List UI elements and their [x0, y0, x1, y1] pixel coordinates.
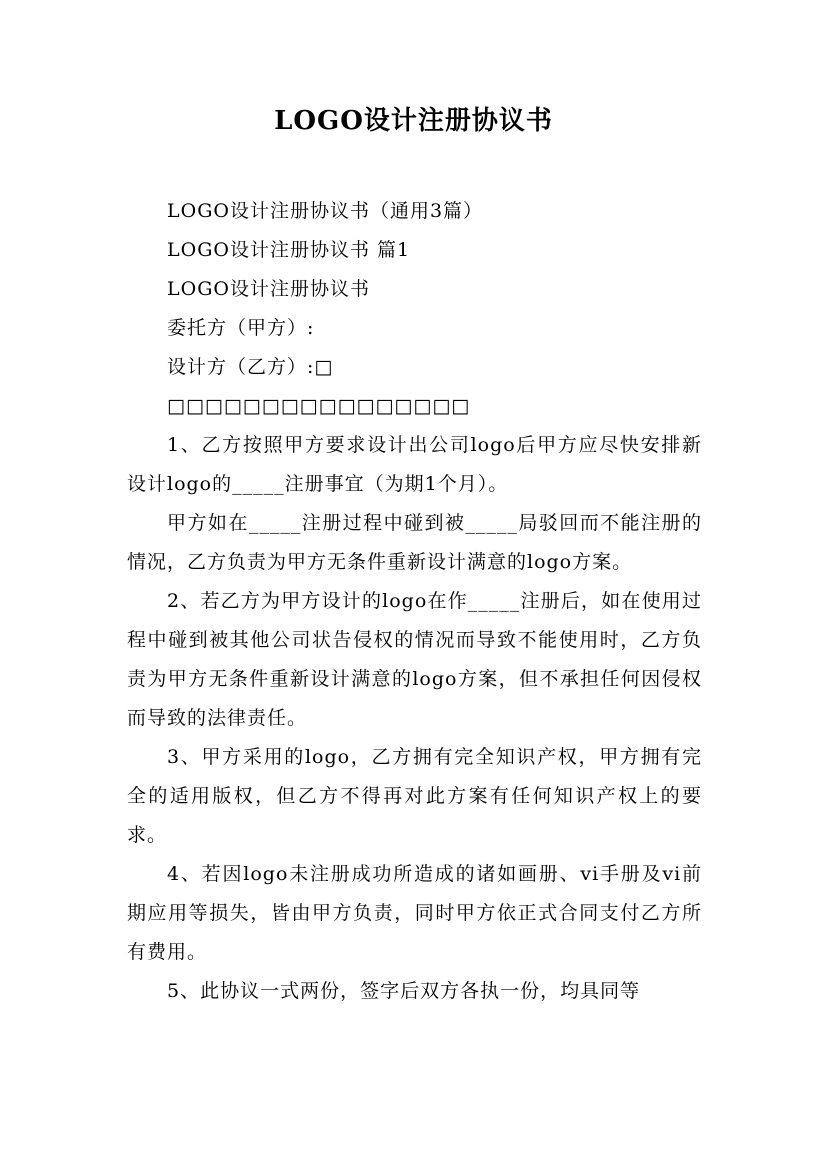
party-b-line: 设计方（乙方）:□	[167, 356, 334, 378]
document-body	[127, 192, 702, 1011]
clause-4: 4、若因logo未注册成功所造成的诸如画册、vi手册及vi前期应用等损失，皆由甲方负责，同时甲方依正式合同支付乙方所有费用。	[127, 863, 702, 963]
placeholder-boxes-line: □□□□□□□□□□□□□□□□	[167, 395, 471, 417]
party-a-line: 委托方（甲方）:	[167, 317, 315, 339]
section-heading: LOGO设计注册协议书 篇1	[167, 239, 411, 261]
agreement-name-line: LOGO设计注册协议书	[167, 278, 370, 300]
clause-1-continued: 甲方如在_____注册过程中碰到被_____局驳回而不能注册的情况，乙方负责为甲方无条件重新设计满意的logo方案。	[127, 512, 702, 573]
clause-5: 5、此协议一式两份，签字后双方各执一份，均具同等	[167, 980, 641, 1002]
clause-3: 3、甲方采用的logo，乙方拥有完全知识产权，甲方拥有完全的适用版权，但乙方不得再对此方案有任何知识产权上的要求。	[127, 746, 702, 846]
subtitle-line: LOGO设计注册协议书（通用3篇）	[167, 200, 484, 222]
clause-1: 1、乙方按照甲方要求设计出公司logo后甲方应尽快安排新设计logo的_____注册事宜（为期1个月）。	[127, 434, 702, 495]
document-title: LOGO设计注册协议书	[274, 106, 553, 136]
clause-2: 2、若乙方为甲方设计的logo在作_____注册后，如在使用过程中碰到被其他公司状告侵权的情况而导致不能使用时，乙方负责为甲方无条件重新设计满意的logo方案，但不承担任何因侵权而导致的法律责任。	[127, 590, 702, 729]
